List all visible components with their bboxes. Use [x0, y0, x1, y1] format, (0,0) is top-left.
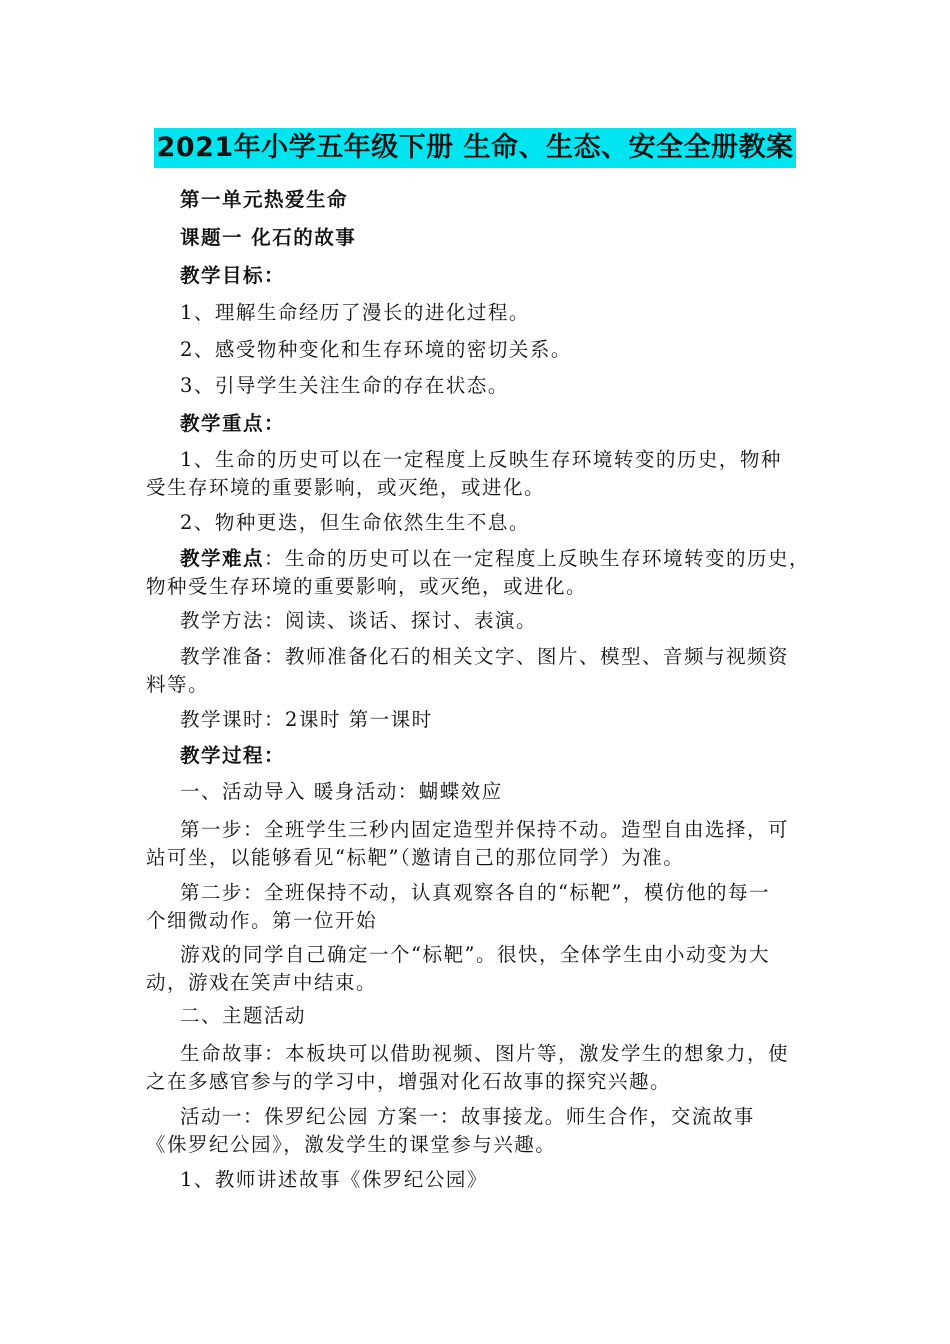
lesson-heading: 课题一 化石的故事 [180, 226, 357, 249]
difficulty-paragraph [146, 545, 850, 573]
prep-text: 教学准备：教师准备化石的相关文字、图片、模型、音频与视频资 [180, 645, 790, 668]
paragraph-text: 生命故事：本板块可以借助视频、图片等，激发学生的想象力，使 [180, 1042, 790, 1065]
process-heading: 教学过程： [180, 744, 286, 767]
difficulty-text: 物种受生存环境的重要影响，或灭绝，或进化。 [146, 575, 588, 598]
difficulty-text: ：生命的历史可以在一定程度上反映生存环境转变的历史， [264, 547, 811, 570]
document-title: 2021年小学五年级下册 生命、生态、安全全册教案 [154, 128, 795, 168]
goals-heading: 教学目标： [180, 264, 286, 287]
paragraph-text: 活动一：侏罗纪公园 方案一：故事接龙。师生合作，交流故事 [180, 1105, 755, 1128]
difficulty-label: 教学难点 [180, 547, 265, 570]
paragraph-text: 站可坐，以能够看见“标靶”（邀请自己的那位同学）为准。 [146, 846, 685, 869]
key-point-text: 2、物种更迭，但生命依然生生不息。 [180, 511, 530, 534]
method-text: 教学方法：阅读、谈话、探讨、表演。 [180, 609, 538, 632]
key-point-text: 1、生命的历史可以在一定程度上反映生存环境转变的历史，物种 [180, 448, 782, 471]
paragraph-text: 之在多感官参与的学习中，增强对化石故事的探究兴趣。 [146, 1070, 672, 1093]
paragraph-text: 1、教师讲述故事《侏罗纪公园》 [180, 1168, 488, 1191]
section-heading: 二、主题活动 [180, 1004, 307, 1027]
goal-item: 2、感受物种变化和生存环境的密切关系。 [180, 338, 572, 361]
paragraph-text: 个细微动作。第一位开始 [146, 909, 378, 932]
paragraph-text: 第一步：全班学生三秒内固定造型并保持不动。造型自由选择，可 [180, 818, 790, 841]
goal-item: 1、理解生命经历了漫长的进化过程。 [180, 301, 530, 324]
paragraph-text: 游戏的同学自己确定一个“标靶”。很快，全体学生由小动变为大 [180, 943, 770, 966]
paragraph-text: 第二步：全班保持不动，认真观察各自的“标靶”，模仿他的每一 [180, 881, 770, 904]
unit-heading: 第一单元热爱生命 [180, 188, 349, 211]
goal-item: 3、引导学生关注生命的存在状态。 [180, 374, 509, 397]
paragraph-text: 动，游戏在笑声中结束。 [146, 971, 378, 994]
prep-text: 料等。 [146, 673, 210, 696]
key-heading: 教学重点： [180, 412, 286, 435]
key-point-text: 受生存环境的重要影响，或灭绝，或进化。 [146, 476, 546, 499]
hours-text: 教学课时：2课时 第一课时 [180, 708, 433, 731]
title-container [0, 128, 950, 168]
section-heading: 一、活动导入 暖身活动：蝴蝶效应 [180, 780, 503, 803]
paragraph-text: 《侏罗纪公园》，激发学生的课堂参与兴趣。 [146, 1133, 557, 1156]
